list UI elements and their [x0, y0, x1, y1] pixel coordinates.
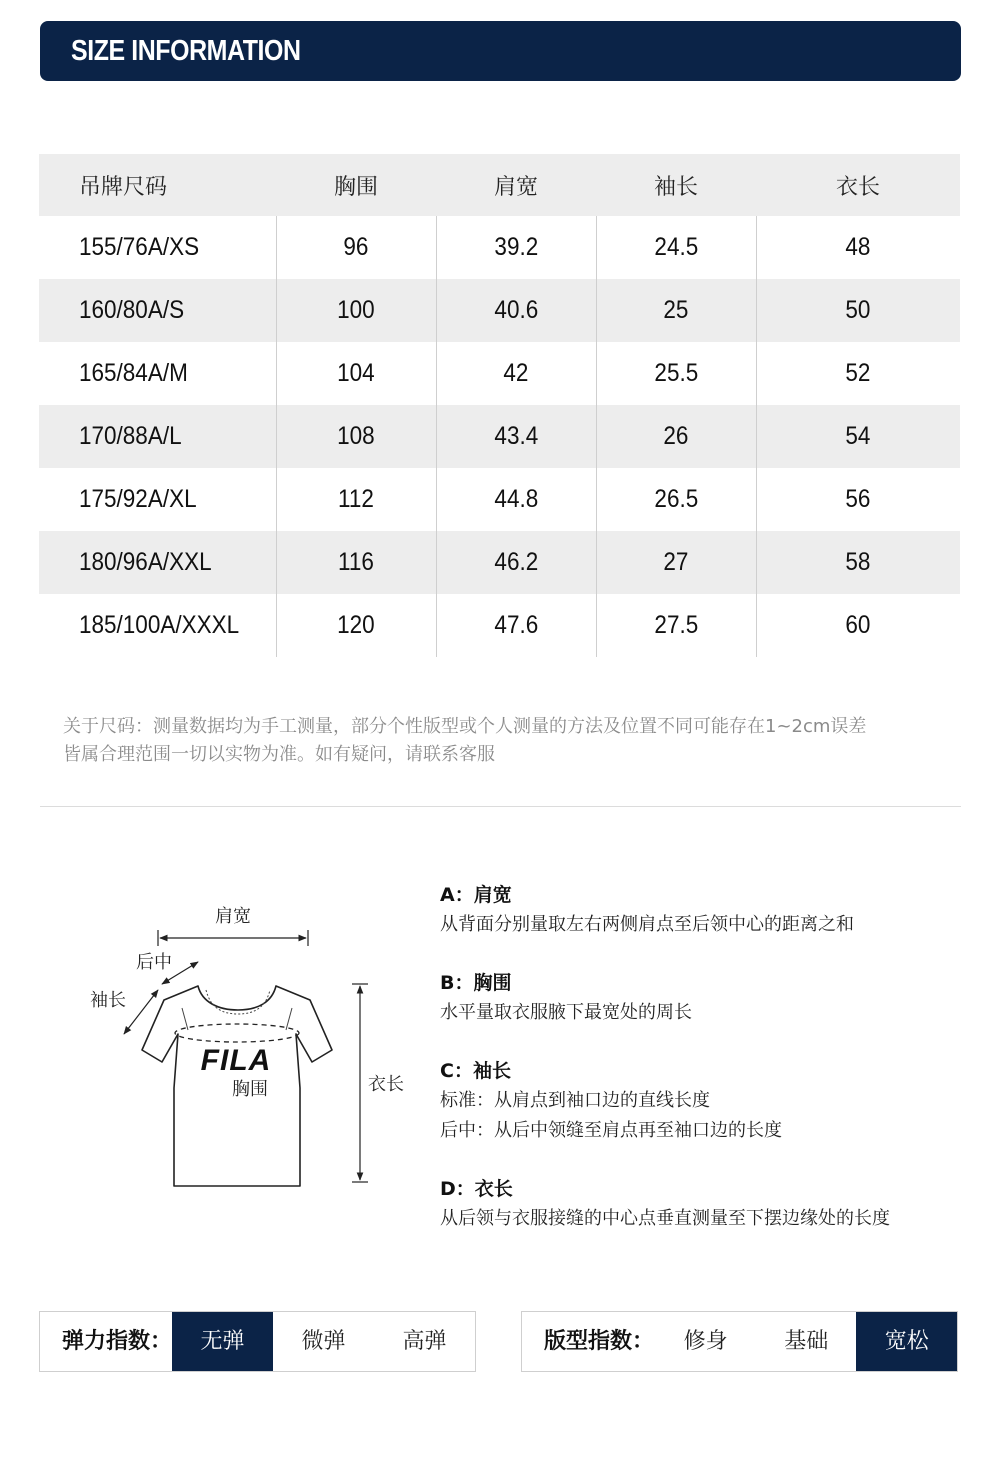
divider	[40, 806, 961, 807]
table-row	[39, 279, 960, 342]
cell-chest: 100	[276, 279, 436, 342]
cell-length: 60	[845, 611, 871, 639]
cell-chest: 112	[276, 468, 436, 531]
cell-size: 165/84A/M	[39, 342, 276, 405]
table-header-row	[39, 154, 960, 216]
cell-length: 58	[756, 531, 960, 594]
cell-shoulder: 43.4	[436, 405, 596, 468]
cell-sleeve: 26.5	[596, 468, 756, 531]
desc-sleeve: C：袖长 标准：从肩点到袖口边的直线长度 后中：从后中领缝至肩点再至袖口边的长度	[440, 1060, 782, 1141]
fit-option-regular: 基础	[784, 1329, 829, 1354]
cell-length: 54	[756, 405, 960, 468]
cell-sleeve: 27	[596, 531, 756, 594]
table-row	[39, 216, 960, 279]
label-shoulder: 肩宽	[215, 906, 251, 927]
elastic-option-none: 无弹	[172, 1312, 273, 1371]
cell-size: 160/80A/S	[39, 279, 276, 342]
cell-shoulder: 39.2	[436, 216, 596, 279]
cell-length: 52	[845, 359, 871, 387]
label-sleeve: 袖长	[90, 990, 126, 1011]
cell-sleeve: 25.5	[596, 342, 756, 405]
cell-length: 50	[756, 279, 960, 342]
cell-shoulder: 47.6	[436, 594, 596, 657]
elastic-option-slight: 微弹	[301, 1329, 346, 1354]
size-table	[39, 154, 960, 657]
table-row	[39, 531, 960, 594]
col-header-tag-size: 吊牌尺码	[39, 154, 276, 216]
size-note	[63, 713, 963, 769]
cell-sleeve: 24.5	[596, 216, 756, 279]
col-header-chest: 胸围	[276, 154, 436, 216]
cell-chest: 120	[276, 594, 436, 657]
cell-chest: 96	[276, 216, 436, 279]
measurement-descriptions	[440, 880, 980, 1262]
table-row	[39, 342, 960, 405]
cell-shoulder: 42	[436, 342, 596, 405]
label-chest: 胸围	[232, 1079, 268, 1100]
cell-chest: 116	[276, 531, 436, 594]
elastic-index	[39, 1311, 476, 1372]
cell-length: 56	[845, 485, 871, 513]
section-title: SIZE INFORMATION	[71, 35, 301, 67]
cell-length: 48	[845, 233, 871, 261]
note-line-2: 皆属合理范围一切以实物为准。如有疑问，请联系客服	[63, 744, 495, 765]
cell-sleeve: 25	[596, 279, 756, 342]
desc-shoulder: A：肩宽 从背面分别量取左右两侧肩点至后领中心的距离之和	[440, 884, 854, 935]
cell-size: 170/88A/L	[39, 405, 276, 468]
cell-size: 175/92A/XL	[39, 468, 276, 531]
table-row	[39, 594, 960, 657]
note-line-1: 关于尺码：测量数据均为手工测量，部分个性版型或个人测量的方法及位置不同可能存在1~2cm误差	[63, 716, 867, 737]
fit-index	[521, 1311, 958, 1372]
fit-option-loose: 宽松	[856, 1312, 957, 1371]
elastic-option-high: 高弹	[402, 1329, 447, 1354]
cell-shoulder: 46.2	[436, 531, 596, 594]
cell-chest: 108	[276, 405, 436, 468]
cell-sleeve: 27.5	[596, 594, 756, 657]
cell-shoulder: 40.6	[436, 279, 596, 342]
desc-length: D：衣长 从后领与衣服接缝的中心点垂直测量至下摆边缘处的长度	[440, 1178, 890, 1229]
table-row	[39, 468, 960, 531]
fit-index-label: 版型指数：	[544, 1329, 655, 1354]
elastic-index-label: 弹力指数：	[62, 1329, 173, 1354]
desc-chest: B：胸围 水平量取衣服腋下最宽处的周长	[440, 972, 692, 1023]
fit-option-slim: 修身	[683, 1329, 728, 1354]
cell-chest: 104	[276, 342, 436, 405]
fila-logo: FILA	[200, 1044, 272, 1077]
cell-size: 155/76A/XS	[39, 216, 276, 279]
cell-size: 185/100A/XXXL	[39, 594, 276, 657]
col-header-shoulder: 肩宽	[436, 154, 596, 216]
label-back-center: 后中	[136, 952, 172, 973]
cell-sleeve: 26	[596, 405, 756, 468]
col-header-sleeve: 袖长	[596, 154, 756, 216]
label-length: 衣长	[368, 1074, 404, 1095]
section-header	[40, 21, 961, 81]
cell-size: 180/96A/XXL	[39, 531, 276, 594]
table-row	[39, 405, 960, 468]
tshirt-measurement-diagram	[70, 890, 430, 1200]
col-header-length: 衣长	[756, 154, 960, 216]
cell-shoulder: 44.8	[436, 468, 596, 531]
